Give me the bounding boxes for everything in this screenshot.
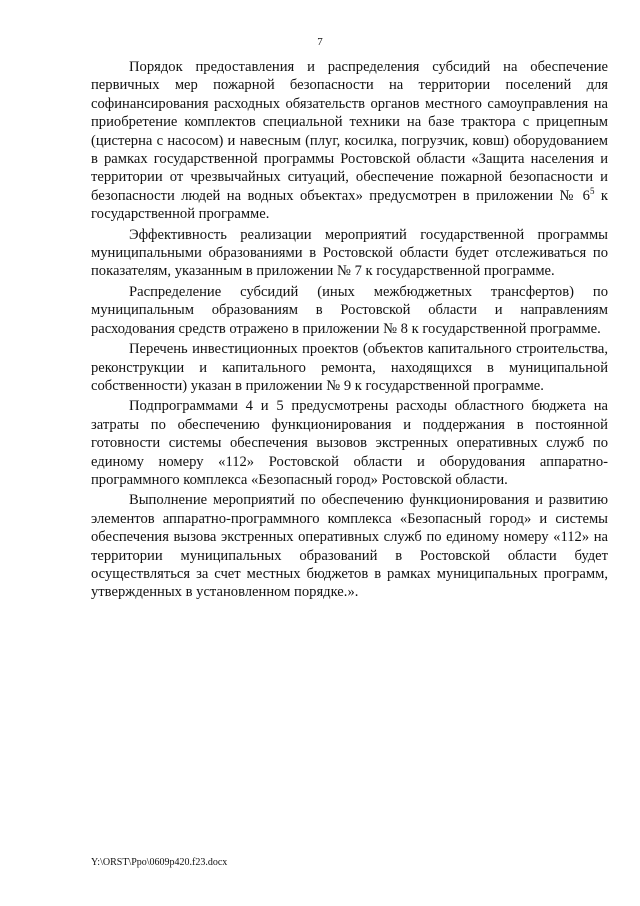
superscript: 5 (589, 185, 595, 196)
footer-file-path: Y:\ORST\Ppo\0609p420.f23.docx (91, 857, 228, 868)
page-number: 7 (317, 36, 323, 48)
paragraph-investment-list: Перечень инвестиционных проектов (объектов капитального строительства, реконструкции и капитального ремонта, находящихся в муниципальной собственности) указан в приложении № 9 к государственной программе. (91, 341, 608, 394)
paragraph-text: Порядок предоставления и распределения субсидий на обеспечение первичных мер пожарной безопасности на территории поселений для софинансирования расходных обязательств органов местного самоуправления на приобретение комплектов специальной техники на базе трактора с прицепным (цистерна с насосом) и навесным (плуг, косилка, погрузчик, ковш) оборудованием в рамках государственной программы Ростовской области «Защита населения и территории от чрезвычайных ситуаций, обеспечение пожарной безопасности и безопасности людей на водных объектах» предусмотрен в приложении № 6 (91, 59, 608, 204)
paragraph-effectiveness: Эффективность реализации мероприятий государственной программы муниципальными образованиями в Ростовской области будет отслеживаться по показателям, указанным в приложении № 7 к государственной программе. (91, 226, 608, 280)
document-body (91, 58, 608, 604)
paragraph-text: к государственной программе. (91, 187, 608, 223)
paragraph-implementation: Выполнение мероприятий по обеспечению функционирования и развитию элементов аппаратно-программного комплекса «Безопасный город» и системы обеспечения вызова экстренных оперативных служб по единому номеру «112» на территории муниципальных образований в Ростовской области будет осуществляться за счет местных бюджетов в рамках муниципальных программ, утвержденных в установленном порядке.». (91, 492, 608, 601)
paragraph-subsidy-procedure (91, 58, 608, 224)
paragraph-subprograms: Подпрограммами 4 и 5 предусмотрены расходы областного бюджета на затраты по обеспечению функционирования и поддержания в постоянной готовности системы обеспечения вызовов экстренных оперативных служб по единому номеру «112» Ростовской области и оборудования аппаратно-программного комплекса «Безопасный город» Ростовской области. (91, 398, 608, 488)
paragraph-distribution: Распределение субсидий (иных межбюджетных трансфертов) по муниципальным образованиям в Ростовской области и направлениям расходования средств отражено в приложении № 8 к государственной программе. (91, 283, 608, 337)
